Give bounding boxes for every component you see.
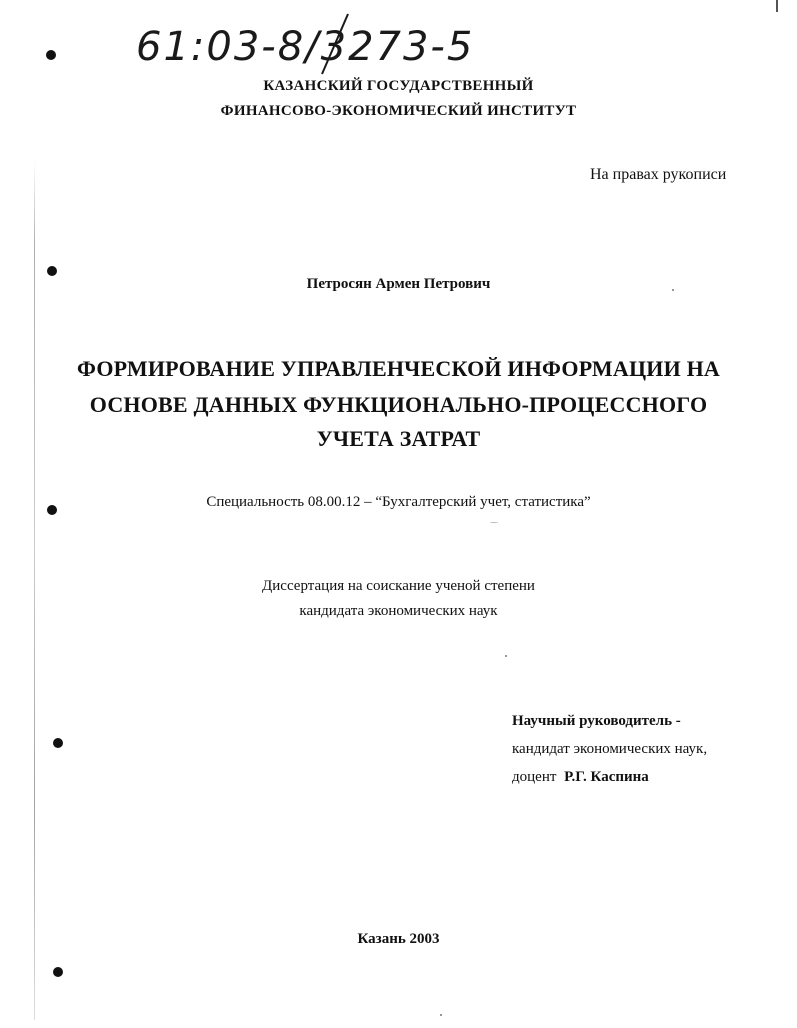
rights-note: На правах рукописи (590, 166, 727, 183)
dissertation-line-1: Диссертация на соискание ученой степени (262, 578, 535, 594)
handwritten-code-text: 61:03-8/3273-5 (136, 24, 475, 70)
supervisor-rank: доцент (512, 769, 557, 785)
title-line-2: ОСНОВЕ ДАННЫХ ФУНКЦИОНАЛЬНО-ПРОЦЕССНОГО (89, 392, 708, 417)
author-name: Петросян Армен Петрович (306, 276, 491, 292)
supervisor-rank-line (512, 769, 649, 786)
binder-hole-mark (53, 738, 63, 748)
supervisor-name: Р.Г. Каспина (564, 769, 649, 785)
supervisor-degree: кандидат экономических наук, (512, 741, 708, 757)
scan-top-mark (776, 0, 778, 12)
dissertation-line-2: кандидата экономических наук (299, 603, 498, 619)
institution-line-1: КАЗАНСКИЙ ГОСУДАРСТВЕННЫЙ (263, 78, 534, 94)
handwritten-archive-code (136, 8, 486, 78)
scan-speck (505, 655, 507, 657)
scan-speck (672, 289, 674, 291)
binder-hole-mark (47, 266, 57, 276)
place-year: Казань 2003 (357, 931, 440, 947)
binder-hole-mark (53, 967, 63, 977)
title-line-1: ФОРМИРОВАНИЕ УПРАВЛЕНЧЕСКОЙ ИНФОРМАЦИИ НА (77, 356, 720, 381)
scan-speck (490, 522, 498, 523)
title-line-3: УЧЕТА ЗАТРАТ (316, 426, 481, 451)
scan-speck (440, 1014, 442, 1016)
binder-hole-mark (46, 50, 56, 60)
institution-line-2: ФИНАНСОВО-ЭКОНОМИЧЕСКИЙ ИНСТИТУТ (220, 103, 577, 119)
supervisor-heading: Научный руководитель - (512, 713, 681, 729)
specialty-line: Специальность 08.00.12 – “Бухгалтерский учет, статистика” (206, 494, 591, 510)
